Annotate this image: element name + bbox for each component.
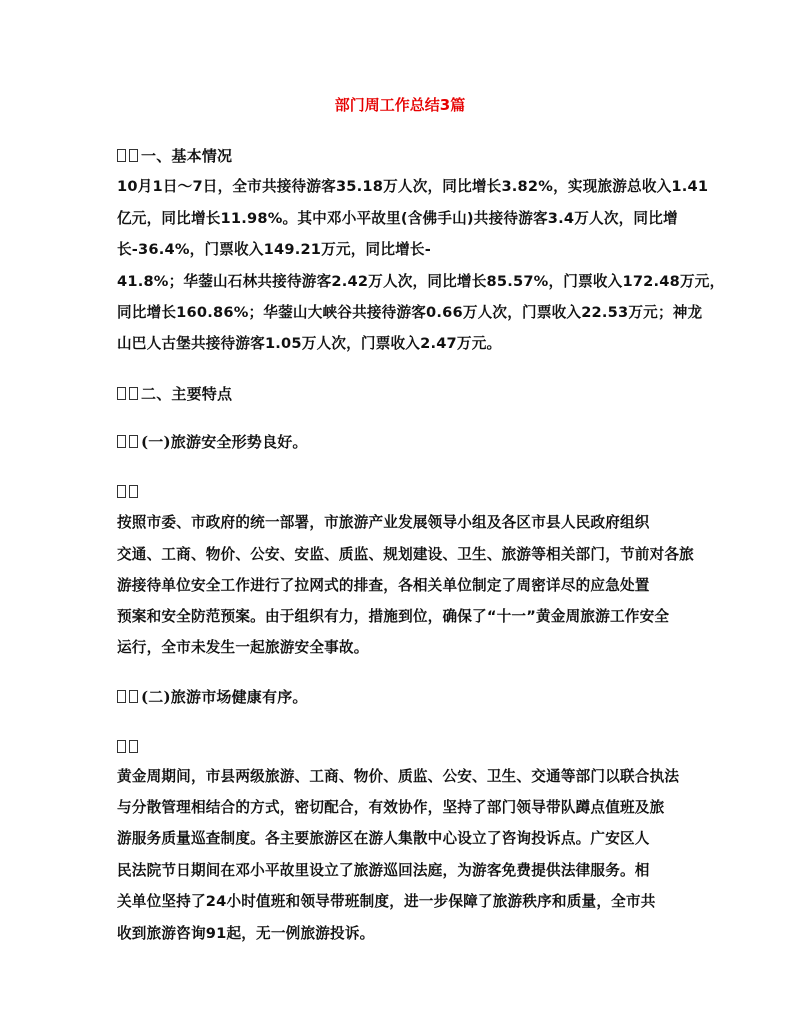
subsection-heading-market — [117, 687, 308, 707]
paragraph-line: 41.8%；华蓥山石林共接待游客2.42万人次，同比增长85.57%，门票收入172.48万元， — [117, 273, 725, 290]
paragraph-line: 运行，全市未发生一起旅游安全事故。 — [117, 639, 369, 656]
paragraph-line: 10月1日～7日，全市共接待游客35.18万人次，同比增长3.82%，实现旅游总收入1.41 — [117, 178, 709, 195]
paragraph-line: 收到旅游咨询91起，无一例旅游投诉。 — [117, 925, 375, 942]
placeholder-box-icon — [129, 690, 138, 703]
placeholder-box-icon — [117, 435, 126, 448]
placeholder-box-icon — [129, 149, 138, 162]
placeholder-box-icon — [129, 387, 138, 400]
section-heading-features — [117, 384, 232, 404]
paragraph-line: 亿元，同比增长11.98%。其中邓小平故里(含佛手山)共接待游客3.4万人次，同比增 — [117, 210, 678, 227]
placeholder-box-icon — [117, 387, 126, 400]
subsection-heading-safety — [117, 432, 308, 452]
placeholder-box-icon — [117, 149, 126, 162]
placeholder-box-icon — [117, 740, 126, 753]
paragraph-line: 同比增长160.86%；华蓥山大峡谷共接待游客0.66万人次，门票收入22.53万元；神龙 — [117, 304, 703, 321]
placeholder-box-icon — [129, 485, 138, 498]
subsection-heading-text: (一)旅游安全形势良好。 — [141, 433, 308, 451]
placeholder-box-icon — [129, 435, 138, 448]
document-title: 部门周工作总结3篇 — [334, 96, 466, 114]
paragraph-line: 按照市委、市政府的统一部署，市旅游产业发展领导小组及各区市县人民政府组织 — [117, 514, 650, 531]
paragraph-line: 与分散管理相结合的方式，密切配合，有效协作，坚持了部门领导带队蹲点值班及旅 — [117, 799, 665, 816]
section-heading-text: 一、基本情况 — [141, 147, 233, 165]
section-heading-text: 二、主要特点 — [141, 385, 233, 403]
placeholder-box-icon — [129, 740, 138, 753]
paragraph-line: 游服务质量巡查制度。各主要旅游区在游人集散中心设立了咨询投诉点。广安区人 — [117, 830, 650, 847]
paragraph-line: 关单位坚持了24小时值班和领导带班制度，进一步保障了旅游秩序和质量，全市共 — [117, 893, 656, 910]
paragraph-line: 交通、工商、物价、公安、安监、质监、规划建设、卫生、旅游等相关部门，节前对各旅 — [117, 546, 694, 563]
paragraph-line: 黄金周期间，市县两级旅游、工商、物价、质监、公安、卫生、交通等部门以联合执法 — [117, 768, 680, 785]
paragraph-line: 预案和安全防范预案。由于组织有力，措施到位，确保了“十一”黄金周旅游工作安全 — [117, 608, 670, 625]
section-heading-basic — [117, 146, 232, 166]
paragraph-line: 长-36.4%，门票收入149.21万元，同比增长- — [117, 241, 431, 258]
subsection-heading-text: (二)旅游市场健康有序。 — [141, 688, 308, 706]
placeholder-box-icon — [117, 485, 126, 498]
paragraph-line: 游接待单位安全工作进行了拉网式的排查，各相关单位制定了周密详尽的应急处置 — [117, 577, 650, 594]
paragraph-line: 山巴人古堡共接待游客1.05万人次，门票收入2.47万元。 — [117, 335, 502, 352]
placeholder-box-icon — [117, 690, 126, 703]
paragraph-line: 民法院节日期间在邓小平故里设立了旅游巡回法庭，为游客免费提供法律服务。相 — [117, 862, 650, 879]
empty-line-markers — [117, 482, 141, 502]
empty-line-markers — [117, 737, 141, 757]
